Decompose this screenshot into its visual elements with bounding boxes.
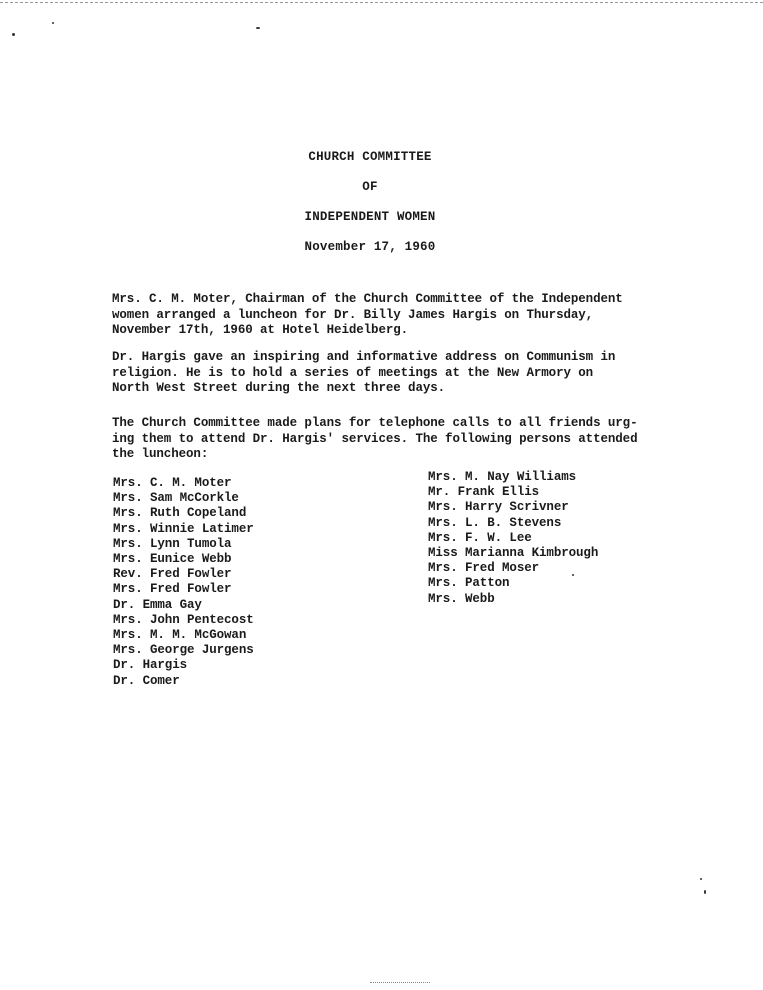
attendee-name: Mrs. Webb [428, 591, 495, 606]
paragraph-line: religion. He is to hold a series of meetings at the New Armory on [112, 365, 594, 380]
heading-date: November 17, 1960 [304, 240, 436, 254]
paragraph-plans [112, 416, 672, 463]
attendee-name: Mrs. M. M. McGowan [113, 628, 247, 643]
attendee-name: Mrs. M. Nay Williams [428, 470, 577, 484]
attendee-name: Mrs. George Jurgens [113, 643, 254, 658]
attendee-name: Mrs. Lynn Tumola [113, 536, 232, 551]
attendee-name: Dr. Emma Gay [113, 597, 202, 612]
paragraph-line: the luncheon: [112, 447, 209, 461]
bottom-scan-mark [370, 982, 430, 983]
attendee-name: Rev. Fred Fowler [113, 567, 232, 582]
attendee-name: Mrs. Ruth Copeland [113, 506, 247, 521]
attendee-name: Mrs. Fred Fowler [113, 582, 232, 597]
attendee-name: Mrs. C. M. Moter [113, 476, 232, 490]
paragraph-line: Mrs. C. M. Moter, Chairman of the Church Committee of the Independent [112, 292, 623, 306]
attendee-name: Miss Marianna Kimbrough [428, 546, 599, 561]
attendee-name: Mrs. Patton [428, 576, 510, 591]
paragraph-line: November 17th, 1960 at Hotel Heidelberg. [112, 323, 409, 337]
scan-speck [12, 33, 15, 36]
attendee-name: Mrs. L. B. Stevens [428, 515, 562, 530]
paragraph-luncheon [112, 292, 672, 339]
attendee-name: Mrs. Harry Scrivner [428, 500, 569, 515]
attendee-name: Mrs. Fred Moser [428, 561, 540, 576]
paragraph-line: The Church Committee made plans for telephone calls to all friends urg- [112, 416, 638, 430]
scan-speck [700, 878, 702, 880]
document-heading [270, 142, 470, 262]
heading-line-3: INDEPENDENT WOMEN [304, 210, 436, 224]
attendee-list-right [428, 470, 598, 607]
attendee-list-left [113, 476, 254, 689]
attendee-name: Mr. Frank Ellis [428, 485, 540, 500]
attendee-name: Dr. Hargis [113, 658, 188, 673]
scan-speck [52, 22, 54, 24]
top-perforation-edge [0, 2, 763, 3]
paragraph-line: Dr. Hargis gave an inspiring and informative address on Communism in [112, 350, 616, 364]
paragraph-address [112, 350, 672, 397]
attendee-name: Mrs. F. W. Lee [428, 530, 532, 545]
heading-line-2: OF [362, 180, 378, 194]
attendee-name: Mrs. Winnie Latimer [113, 521, 254, 536]
paragraph-line: North West Street during the next three days. [112, 381, 446, 395]
attendee-name: Mrs. Eunice Webb [113, 552, 232, 567]
heading-line-1: CHURCH COMMITTEE [308, 150, 432, 164]
attendee-name: Mrs. Sam McCorkle [113, 491, 239, 506]
paragraph-line: ing them to attend Dr. Hargis' services. The following persons attended [112, 431, 638, 446]
paragraph-line: women arranged a luncheon for Dr. Billy James Hargis on Thursday, [112, 307, 594, 322]
scan-speck [704, 890, 706, 894]
attendee-name: Dr. Comer [113, 673, 180, 688]
attendee-name: Mrs. John Pentecost [113, 612, 254, 627]
scan-speck [256, 27, 260, 29]
